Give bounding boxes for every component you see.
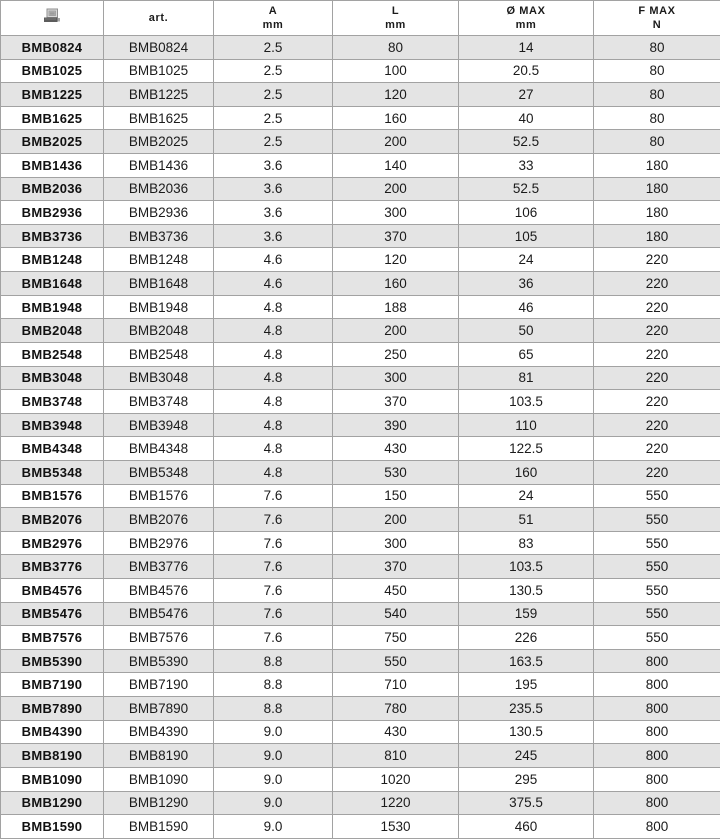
diameter-max-cell: 36: [459, 272, 594, 296]
diameter-max-cell: 24: [459, 248, 594, 272]
table-row: [1, 83, 720, 107]
table-row: [1, 413, 720, 437]
art-code-cell: BMB1436: [104, 154, 214, 178]
art-code-cell: BMB1248: [104, 248, 214, 272]
table-row: [1, 366, 720, 390]
a-mm-cell: 7.6: [214, 579, 333, 603]
a-mm-cell: 3.6: [214, 177, 333, 201]
art-code-cell: BMB3748: [104, 390, 214, 414]
diameter-max-cell: 33: [459, 154, 594, 178]
table-row: [1, 579, 720, 603]
product-name-cell: BMB7190: [1, 673, 104, 697]
header-unit-dmax: mm: [515, 19, 537, 31]
a-mm-cell: 3.6: [214, 201, 333, 225]
product-name-cell: BMB1648: [1, 272, 104, 296]
a-mm-cell: 4.8: [214, 319, 333, 343]
l-mm-cell: 200: [333, 508, 459, 532]
table-row: [1, 59, 720, 83]
l-mm-cell: 540: [333, 602, 459, 626]
f-max-cell: 220: [594, 319, 720, 343]
f-max-cell: 800: [594, 673, 720, 697]
table-row: [1, 248, 720, 272]
table-row: [1, 36, 720, 60]
a-mm-cell: 4.8: [214, 390, 333, 414]
art-code-cell: BMB2048: [104, 319, 214, 343]
diameter-max-cell: 226: [459, 626, 594, 650]
l-mm-cell: 1220: [333, 791, 459, 815]
art-code-cell: BMB2076: [104, 508, 214, 532]
product-name-cell: BMB4390: [1, 720, 104, 744]
product-name-cell: BMB1025: [1, 59, 104, 83]
diameter-max-cell: 14: [459, 36, 594, 60]
diameter-max-cell: 460: [459, 815, 594, 839]
product-name-cell: BMB7890: [1, 697, 104, 721]
header-label-a: A: [268, 4, 278, 17]
art-code-cell: BMB1590: [104, 815, 214, 839]
table-row: [1, 319, 720, 343]
table-row: [1, 154, 720, 178]
table-row: [1, 272, 720, 296]
header-label-dmax: Ø MAX: [506, 4, 546, 17]
table-row: [1, 697, 720, 721]
table-row: [1, 767, 720, 791]
art-code-cell: BMB4576: [104, 579, 214, 603]
diameter-max-cell: 245: [459, 744, 594, 768]
f-max-cell: 80: [594, 106, 720, 130]
diameter-max-cell: 27: [459, 83, 594, 107]
header-unit-a: mm: [262, 19, 284, 31]
l-mm-cell: 200: [333, 130, 459, 154]
a-mm-cell: 9.0: [214, 815, 333, 839]
product-name-cell: BMB2936: [1, 201, 104, 225]
f-max-cell: 220: [594, 437, 720, 461]
product-name-cell: BMB2548: [1, 342, 104, 366]
l-mm-cell: 150: [333, 484, 459, 508]
art-code-cell: BMB2976: [104, 531, 214, 555]
l-mm-cell: 710: [333, 673, 459, 697]
a-mm-cell: 9.0: [214, 767, 333, 791]
diameter-max-cell: 52.5: [459, 130, 594, 154]
f-max-cell: 550: [594, 484, 720, 508]
header-label-art: art.: [148, 11, 169, 24]
l-mm-cell: 780: [333, 697, 459, 721]
art-code-cell: BMB7190: [104, 673, 214, 697]
header-cell-product: [1, 1, 104, 36]
a-mm-cell: 4.8: [214, 413, 333, 437]
header-unit-l: mm: [385, 19, 406, 31]
a-mm-cell: 9.0: [214, 720, 333, 744]
f-max-cell: 220: [594, 248, 720, 272]
a-mm-cell: 4.6: [214, 248, 333, 272]
diameter-max-cell: 163.5: [459, 649, 594, 673]
l-mm-cell: 200: [333, 177, 459, 201]
f-max-cell: 220: [594, 342, 720, 366]
table-row: [1, 437, 720, 461]
art-code-cell: BMB2936: [104, 201, 214, 225]
l-mm-cell: 370: [333, 555, 459, 579]
a-mm-cell: 4.8: [214, 460, 333, 484]
table-row: [1, 106, 720, 130]
f-max-cell: 220: [594, 295, 720, 319]
diameter-max-cell: 83: [459, 531, 594, 555]
product-name-cell: BMB1590: [1, 815, 104, 839]
table-row: [1, 555, 720, 579]
product-name-cell: BMB2036: [1, 177, 104, 201]
table-row: [1, 342, 720, 366]
header-cell-art: [104, 1, 214, 36]
f-max-cell: 800: [594, 649, 720, 673]
f-max-cell: 220: [594, 390, 720, 414]
diameter-max-cell: 103.5: [459, 555, 594, 579]
l-mm-cell: 430: [333, 437, 459, 461]
product-name-cell: BMB1225: [1, 83, 104, 107]
diameter-max-cell: 52.5: [459, 177, 594, 201]
art-code-cell: BMB1576: [104, 484, 214, 508]
art-code-cell: BMB0824: [104, 36, 214, 60]
table-row: [1, 649, 720, 673]
table-row: [1, 484, 720, 508]
product-name-cell: BMB1290: [1, 791, 104, 815]
table-row: [1, 177, 720, 201]
a-mm-cell: 3.6: [214, 154, 333, 178]
l-mm-cell: 80: [333, 36, 459, 60]
f-max-cell: 800: [594, 767, 720, 791]
header-cell-l: [333, 1, 459, 36]
f-max-cell: 800: [594, 744, 720, 768]
art-code-cell: BMB7576: [104, 626, 214, 650]
l-mm-cell: 450: [333, 579, 459, 603]
a-mm-cell: 8.8: [214, 673, 333, 697]
table-row: [1, 130, 720, 154]
l-mm-cell: 530: [333, 460, 459, 484]
art-code-cell: BMB1025: [104, 59, 214, 83]
l-mm-cell: 390: [333, 413, 459, 437]
header-row: [1, 1, 720, 36]
art-code-cell: BMB5476: [104, 602, 214, 626]
diameter-max-cell: 130.5: [459, 720, 594, 744]
l-mm-cell: 250: [333, 342, 459, 366]
product-name-cell: BMB8190: [1, 744, 104, 768]
product-name-cell: BMB2076: [1, 508, 104, 532]
table-row: [1, 720, 720, 744]
art-code-cell: BMB5390: [104, 649, 214, 673]
product-name-cell: BMB3736: [1, 224, 104, 248]
table-row: [1, 295, 720, 319]
f-max-cell: 800: [594, 815, 720, 839]
l-mm-cell: 120: [333, 83, 459, 107]
art-code-cell: BMB1290: [104, 791, 214, 815]
product-name-cell: BMB1248: [1, 248, 104, 272]
product-name-cell: BMB2025: [1, 130, 104, 154]
a-mm-cell: 4.8: [214, 342, 333, 366]
art-code-cell: BMB1648: [104, 272, 214, 296]
diameter-max-cell: 40: [459, 106, 594, 130]
l-mm-cell: 200: [333, 319, 459, 343]
a-mm-cell: 2.5: [214, 36, 333, 60]
l-mm-cell: 370: [333, 224, 459, 248]
header-unit-fmax: N: [652, 19, 662, 31]
header-cell-dmax: [459, 1, 594, 36]
diameter-max-cell: 105: [459, 224, 594, 248]
art-code-cell: BMB5348: [104, 460, 214, 484]
diameter-max-cell: 24: [459, 484, 594, 508]
l-mm-cell: 100: [333, 59, 459, 83]
art-code-cell: BMB4348: [104, 437, 214, 461]
l-mm-cell: 1020: [333, 767, 459, 791]
f-max-cell: 800: [594, 791, 720, 815]
diameter-max-cell: 103.5: [459, 390, 594, 414]
f-max-cell: 550: [594, 626, 720, 650]
diameter-max-cell: 122.5: [459, 437, 594, 461]
a-mm-cell: 4.8: [214, 366, 333, 390]
f-max-cell: 80: [594, 59, 720, 83]
art-code-cell: BMB1625: [104, 106, 214, 130]
a-mm-cell: 2.5: [214, 106, 333, 130]
f-max-cell: 800: [594, 697, 720, 721]
l-mm-cell: 160: [333, 272, 459, 296]
art-code-cell: BMB2025: [104, 130, 214, 154]
l-mm-cell: 188: [333, 295, 459, 319]
diameter-max-cell: 295: [459, 767, 594, 791]
l-mm-cell: 160: [333, 106, 459, 130]
table-row: [1, 224, 720, 248]
table-row: [1, 390, 720, 414]
product-name-cell: BMB1948: [1, 295, 104, 319]
diameter-max-cell: 235.5: [459, 697, 594, 721]
f-max-cell: 220: [594, 413, 720, 437]
product-name-cell: BMB5476: [1, 602, 104, 626]
a-mm-cell: 7.6: [214, 555, 333, 579]
art-code-cell: BMB3736: [104, 224, 214, 248]
diameter-max-cell: 130.5: [459, 579, 594, 603]
header-cell-fmax: [594, 1, 720, 36]
product-name-cell: BMB1090: [1, 767, 104, 791]
art-code-cell: BMB7890: [104, 697, 214, 721]
art-code-cell: BMB2548: [104, 342, 214, 366]
banding-clamp-icon: [43, 8, 61, 24]
f-max-cell: 550: [594, 602, 720, 626]
product-name-cell: BMB7576: [1, 626, 104, 650]
f-max-cell: 220: [594, 272, 720, 296]
l-mm-cell: 370: [333, 390, 459, 414]
diameter-max-cell: 110: [459, 413, 594, 437]
header-cell-a: [214, 1, 333, 36]
product-name-cell: BMB3948: [1, 413, 104, 437]
art-code-cell: BMB3776: [104, 555, 214, 579]
product-name-cell: BMB0824: [1, 36, 104, 60]
product-name-cell: BMB3048: [1, 366, 104, 390]
art-code-cell: BMB3048: [104, 366, 214, 390]
l-mm-cell: 120: [333, 248, 459, 272]
f-max-cell: 180: [594, 224, 720, 248]
f-max-cell: 180: [594, 154, 720, 178]
f-max-cell: 550: [594, 555, 720, 579]
l-mm-cell: 140: [333, 154, 459, 178]
diameter-max-cell: 81: [459, 366, 594, 390]
art-code-cell: BMB2036: [104, 177, 214, 201]
diameter-max-cell: 159: [459, 602, 594, 626]
a-mm-cell: 7.6: [214, 602, 333, 626]
diameter-max-cell: 20.5: [459, 59, 594, 83]
header-label-fmax: F MAX: [638, 4, 676, 17]
art-code-cell: BMB1948: [104, 295, 214, 319]
a-mm-cell: 2.5: [214, 59, 333, 83]
a-mm-cell: 2.5: [214, 83, 333, 107]
l-mm-cell: 300: [333, 201, 459, 225]
l-mm-cell: 550: [333, 649, 459, 673]
table-row: [1, 531, 720, 555]
a-mm-cell: 7.6: [214, 626, 333, 650]
f-max-cell: 180: [594, 177, 720, 201]
table-row: [1, 791, 720, 815]
product-name-cell: BMB3748: [1, 390, 104, 414]
product-name-cell: BMB1436: [1, 154, 104, 178]
l-mm-cell: 750: [333, 626, 459, 650]
a-mm-cell: 7.6: [214, 508, 333, 532]
table-row: [1, 744, 720, 768]
diameter-max-cell: 106: [459, 201, 594, 225]
diameter-max-cell: 51: [459, 508, 594, 532]
a-mm-cell: 8.8: [214, 697, 333, 721]
a-mm-cell: 4.8: [214, 295, 333, 319]
table-row: [1, 626, 720, 650]
a-mm-cell: 7.6: [214, 484, 333, 508]
a-mm-cell: 3.6: [214, 224, 333, 248]
f-max-cell: 550: [594, 508, 720, 532]
diameter-max-cell: 375.5: [459, 791, 594, 815]
diameter-max-cell: 195: [459, 673, 594, 697]
l-mm-cell: 1530: [333, 815, 459, 839]
product-name-cell: BMB4348: [1, 437, 104, 461]
table-row: [1, 201, 720, 225]
a-mm-cell: 9.0: [214, 791, 333, 815]
a-mm-cell: 8.8: [214, 649, 333, 673]
table-row: [1, 508, 720, 532]
diameter-max-cell: 50: [459, 319, 594, 343]
a-mm-cell: 7.6: [214, 531, 333, 555]
art-code-cell: BMB3948: [104, 413, 214, 437]
product-name-cell: BMB5348: [1, 460, 104, 484]
art-code-cell: BMB1225: [104, 83, 214, 107]
art-code-cell: BMB1090: [104, 767, 214, 791]
table-row: [1, 673, 720, 697]
product-name-cell: BMB4576: [1, 579, 104, 603]
l-mm-cell: 300: [333, 531, 459, 555]
a-mm-cell: 4.6: [214, 272, 333, 296]
l-mm-cell: 430: [333, 720, 459, 744]
l-mm-cell: 300: [333, 366, 459, 390]
product-name-cell: BMB1576: [1, 484, 104, 508]
product-name-cell: BMB5390: [1, 649, 104, 673]
diameter-max-cell: 46: [459, 295, 594, 319]
f-max-cell: 80: [594, 36, 720, 60]
table-row: [1, 815, 720, 839]
a-mm-cell: 2.5: [214, 130, 333, 154]
f-max-cell: 550: [594, 531, 720, 555]
f-max-cell: 220: [594, 366, 720, 390]
a-mm-cell: 9.0: [214, 744, 333, 768]
f-max-cell: 80: [594, 83, 720, 107]
l-mm-cell: 810: [333, 744, 459, 768]
header-label-l: L: [391, 4, 400, 17]
f-max-cell: 180: [594, 201, 720, 225]
diameter-max-cell: 65: [459, 342, 594, 366]
table-row: [1, 460, 720, 484]
f-max-cell: 800: [594, 720, 720, 744]
product-name-cell: BMB2048: [1, 319, 104, 343]
product-name-cell: BMB1625: [1, 106, 104, 130]
diameter-max-cell: 160: [459, 460, 594, 484]
product-name-cell: BMB2976: [1, 531, 104, 555]
product-name-cell: BMB3776: [1, 555, 104, 579]
f-max-cell: 550: [594, 579, 720, 603]
table-row: [1, 602, 720, 626]
art-code-cell: BMB8190: [104, 744, 214, 768]
art-code-cell: BMB4390: [104, 720, 214, 744]
a-mm-cell: 4.8: [214, 437, 333, 461]
f-max-cell: 80: [594, 130, 720, 154]
f-max-cell: 220: [594, 460, 720, 484]
